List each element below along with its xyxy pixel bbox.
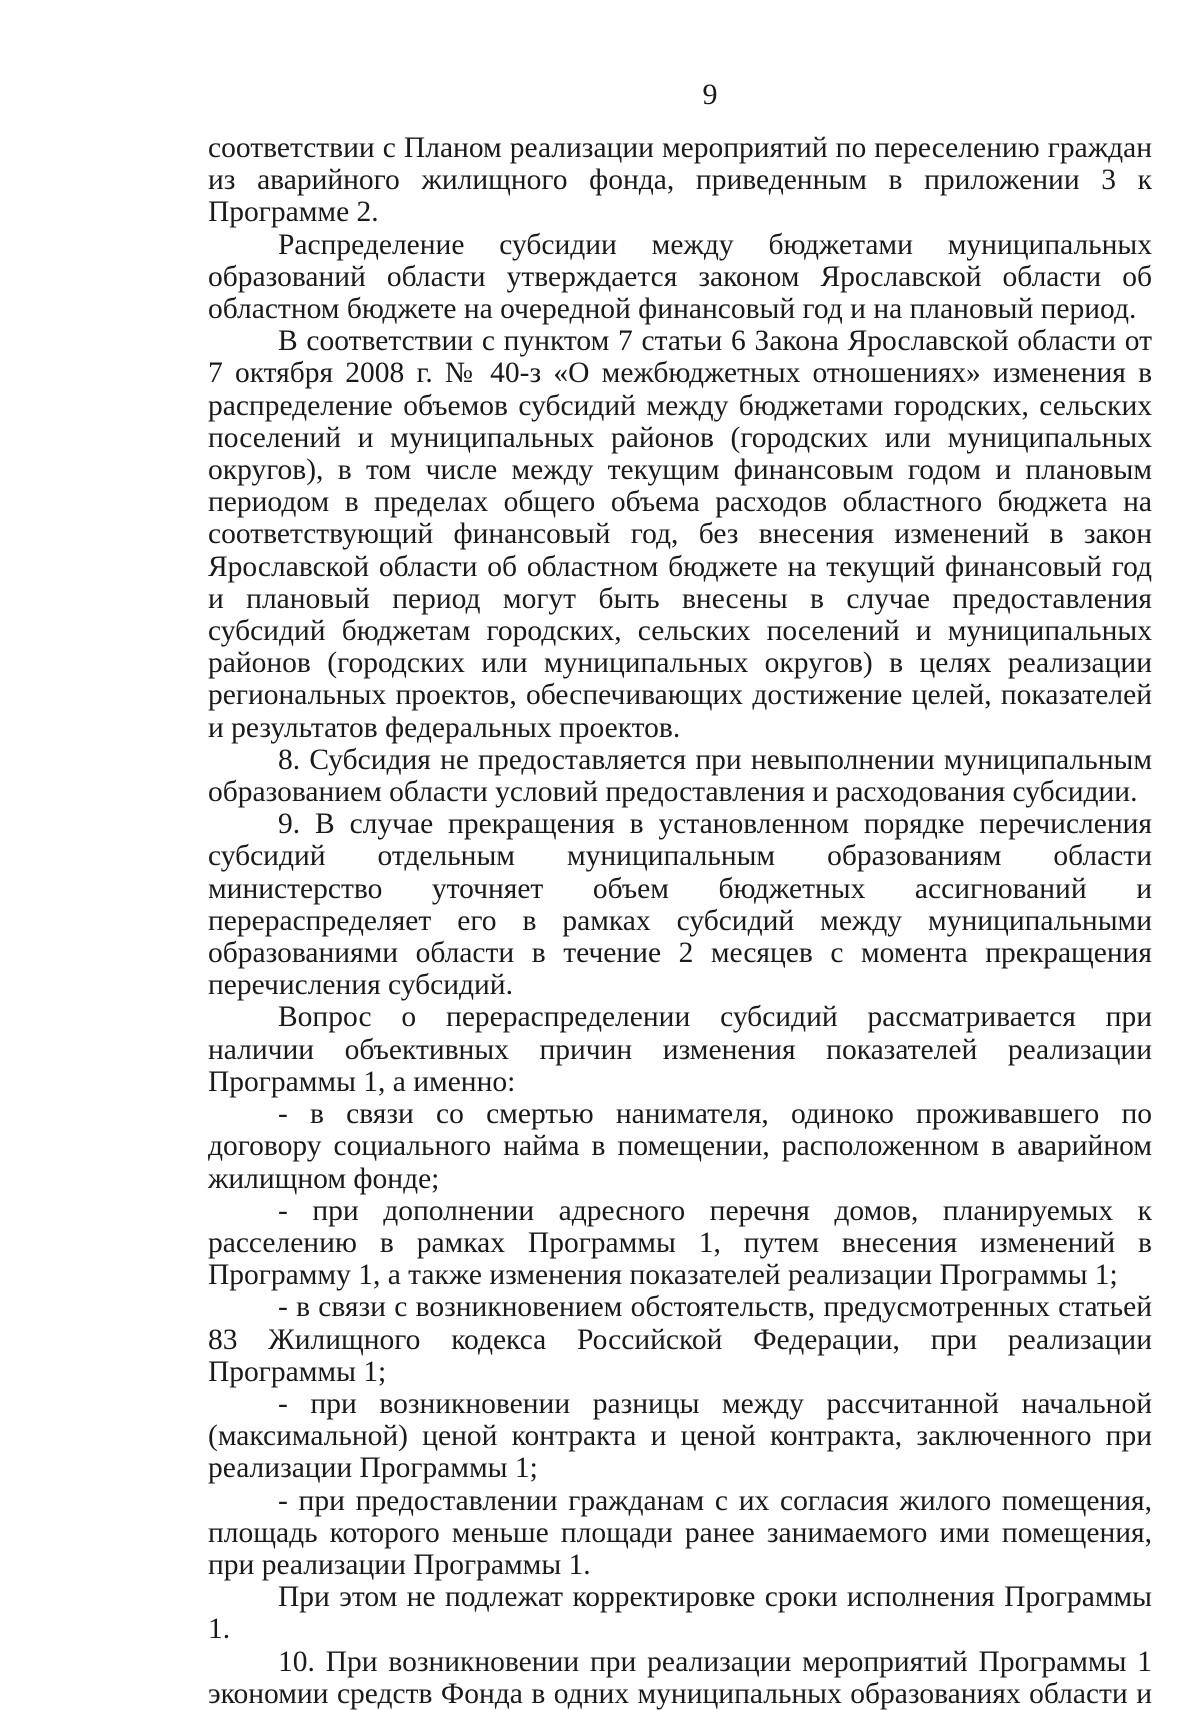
- paragraph-item-8: 8. Субсидия не предоставляется при невыполнении муниципальным образованием области условий предоставления и расходования субсидии.: [208, 743, 1152, 809]
- paragraph-subsidy-distribution: Распределение субсидии между бюджетами муниципальных образований области утверждается законом Ярославской области об областном бюджете на очередной финансовый год и на плановый период.: [208, 228, 1152, 326]
- paragraph-redistribution-question: Вопрос о перераспределении субсидий рассматривается при наличии объективных причин изменения показателей реализации Программы 1, а именно:: [208, 1001, 1152, 1098]
- paragraph-interbudget-law: В соответствии с пунктом 7 статьи 6 Закона Ярославской области от 7 октября 2008 г. № 40-з «О межбюджетных отношениях» изменения в распределение объемов субсидий между бюджетами городских, сельских поселений и муниципальных районов (городских или муниципальных округов), в том числе между текущим финансовым годом и плановым периодом в пределах общего объема расходов областного бюджета на соответствующий финансовый год, без внесения изменений в закон Ярославской области об областном бюджете на текущий финансовый год и плановый период могут быть внесены в случае предоставления субсидий бюджетам городских, сельских поселений и муниципальных районов (городских или муниципальных округов) в целях реализации региональных проектов, обеспечивающих достижение целей, показателей и результатов федеральных проектов.: [208, 325, 1152, 744]
- paragraph-item-10: 10. При возникновении при реализации мероприятий Программы 1 экономии средств Фонда в одних муниципальных образованиях области и: [208, 1645, 1152, 1710]
- paragraph-item-9: 9. В случае прекращения в установленном порядке перечисления субсидий отдельным муниципальным образованиям области министерство уточняет объем бюджетных ассигнований и перераспределяет его в рамках субсидий между муниципальными образованиями области в течение 2 месяцев с момента прекращения перечисления субсидий.: [208, 808, 1152, 1002]
- list-item-smaller-area: - при предоставлении гражданам с их согласия жилого помещения, площадь которого меньше площади ранее занимаемого ими помещения, при реализации Программы 1.: [208, 1484, 1152, 1581]
- paragraph-deadlines: При этом не подлежат корректировке сроки исполнения Программы 1.: [208, 1581, 1152, 1646]
- list-item-article-83: - в связи с возникновением обстоятельств, предусмотренных статьей 83 Жилищного кодекса Российской Федерации, при реализации Программы 1;: [208, 1291, 1152, 1388]
- page-number: 9: [702, 78, 718, 111]
- list-item-tenant-death: - в связи со смертью нанимателя, одиноко проживавшего по договору социального найма в помещении, расположенном в аварийном жилищном фонде;: [208, 1098, 1152, 1195]
- paragraph-continuation: соответствии с Планом реализации мероприятий по переселению граждан из аварийного жилищного фонда, приведенным в приложении 3 к Программе 2.: [208, 132, 1152, 229]
- list-item-price-difference: - при возникновении разницы между рассчитанной начальной (максимальной) ценой контракта и ценой контракта, заключенного при реализации Программы 1;: [208, 1387, 1152, 1485]
- list-item-address-list: - при дополнении адресного перечня домов, планируемых к расселению в рамках Программы 1, путем внесения изменений в Программу 1, а также изменения показателей реализации Программы 1;: [208, 1194, 1152, 1292]
- document-page: [208, 70, 1152, 1710]
